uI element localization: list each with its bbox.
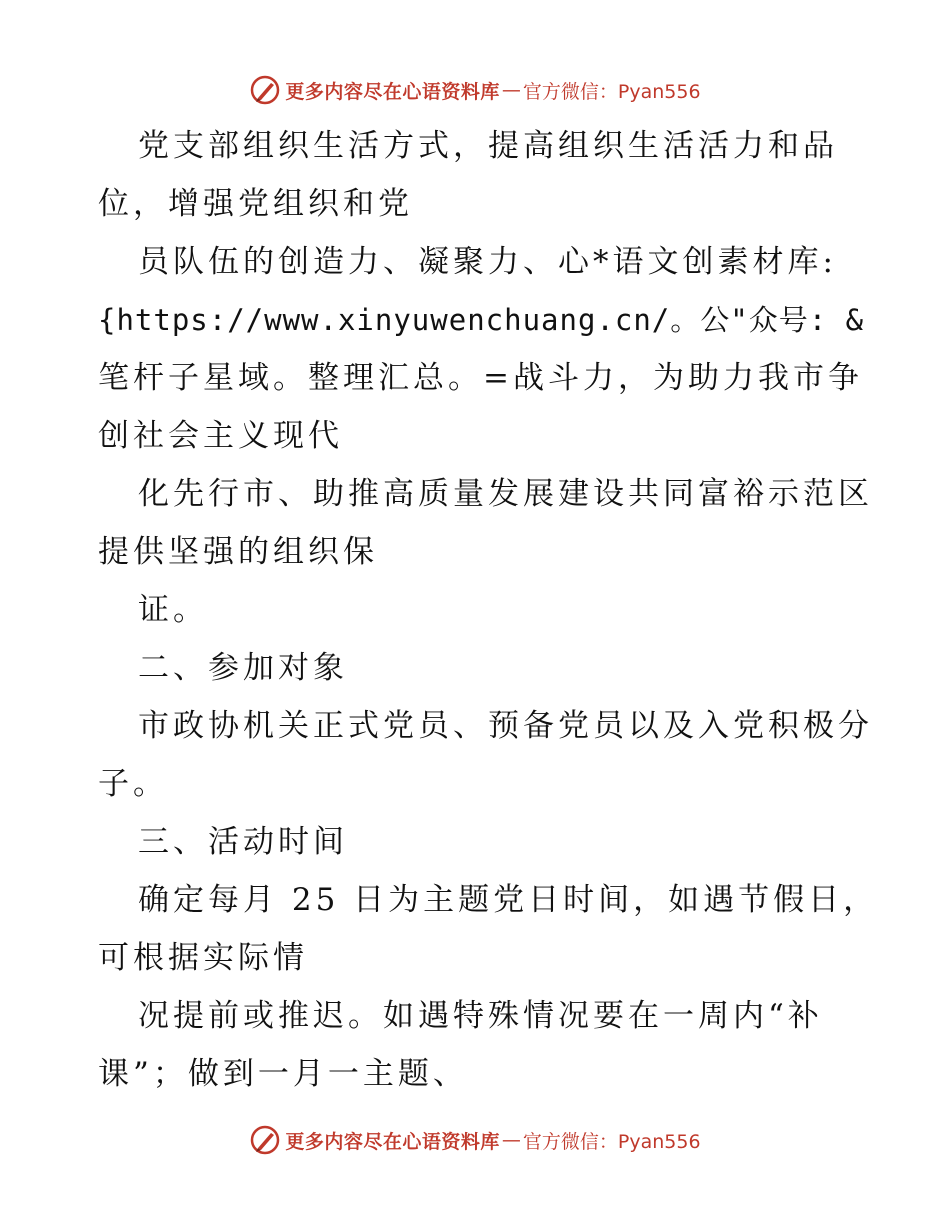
quill-pen-logo-icon [249,74,281,106]
paragraph-line: 可根据实际情 [98,940,308,976]
paragraph-line: 化先行市、助推高质量发展建设共同富裕示范区 [138,476,873,512]
paragraph-line: 党支部组织生活方式，提高组织生活活力和品 [138,128,838,164]
paragraph-line: 况提前或推迟。如遇特殊情况要在一周内“补 [138,998,823,1034]
paragraph-line: 课”；做到一月一主题、 [98,1056,468,1092]
watermark-wechat: 官方微信：Pyan556 [522,1130,701,1153]
paragraph-line: 位，增强党组织和党 [98,186,413,222]
watermark-wechat: 官方微信：Pyan556 [522,80,701,103]
header-watermark [0,70,950,110]
document-body [98,117,879,1103]
paragraph-line: 子。 [98,766,168,802]
paragraph-line: 笔杆子星域。整理汇总。=战斗力，为助力我市争 [98,360,863,396]
section-heading: 三、活动时间 [138,824,348,860]
section-heading: 二、参加对象 [138,650,348,686]
paragraph-line: 提供坚强的组织保 [98,534,378,570]
footer-watermark [0,1120,950,1160]
paragraph-line: 证。 [138,592,208,628]
paragraph-line: 确定每月 25 日为主题党日时间，如遇节假日， [138,882,879,918]
watermark-text: 更多内容尽在心语资料库 [285,80,500,103]
paragraph-line: 创社会主义现代 [98,418,343,454]
watermark-text: 更多内容尽在心语资料库 [285,1130,500,1153]
paragraph-line: 员队伍的创造力、凝聚力、心*语文创素材库: [138,244,837,280]
paragraph-line: {https://www.xinyuwenchuang.cn/。公"众号: & [98,303,865,337]
paragraph-line: 市政协机关正式党员、预备党员以及入党积极分 [138,708,873,744]
watermark-separator: — [501,1129,521,1151]
watermark-separator: — [501,79,521,101]
quill-pen-logo-icon [249,1124,281,1156]
